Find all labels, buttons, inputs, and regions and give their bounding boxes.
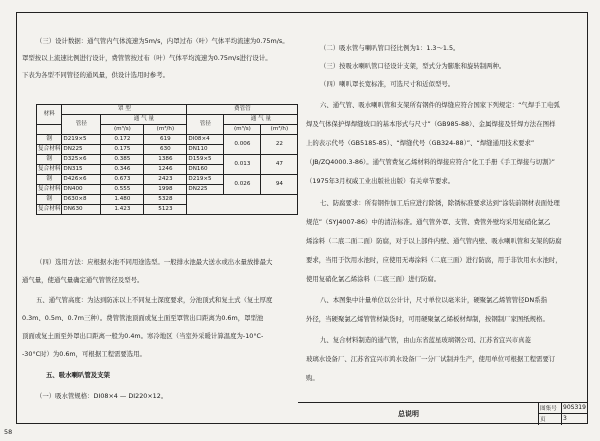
design-data-line-1: （三）设计数据：通气管内气体流速为5m/s，内罩过布（叶）气体平均流速为0.75m/s。 (36, 37, 289, 45)
right-line-14: 八、本图集中计量单位以公计计，尺寸单位以毫米计，硬聚氯乙烯管管径DN系指 (320, 296, 547, 304)
right-line-17: 玻璃水设备厂、江苏省宜兴市鸿水设备厂一分厂试制并生产，使用单位可根据工程需要订 (306, 355, 556, 363)
table-row: 复合材料 DN630 1.423 5123 (37, 205, 298, 215)
table-row: 复合材料 DN400 0.555 1998 DN225 (37, 185, 298, 195)
drawing-title: 总说明 (398, 410, 419, 418)
right-line-8: （1975年3月权威工业出版社出版）有关章节要求。 (306, 177, 455, 185)
th-vent: 通 气 量 (101, 115, 187, 125)
right-line-16: 九、复合材料制造的通气管，由山东省蓝星玻璃钢公司、江苏省宜兴市真菱 (320, 336, 531, 344)
right-line-9: 七、防腐要求：所有钢件加工后应进行除锈，除锈标准要求达到“涂装前钢材表面处理 (320, 199, 560, 207)
vent-height-1: 五、通气管高度：为达到防冻以上不同复土深度要求，分池顶式和复土式（复土厚度 (36, 296, 273, 304)
right-line-5: 焊及气体保护焊焊缝坡口的基本形式与尺寸”（GB985-88）、金属焊接及钎焊方法在图样 (306, 120, 556, 128)
section-5-heading: 五、吸水喇叭管及支架 (46, 371, 110, 379)
right-line-4: 六、通气管、吸水喇叭管和支架所有钢件的焊缝应符合国家下列规定：“气焊手工电弧 (320, 101, 560, 109)
atlas-number: 90S319 (563, 404, 586, 411)
page-label: 页 (540, 417, 546, 423)
selection-method-2: 通气量，使通气量确定通气管管径及型号。 (22, 276, 144, 284)
vent-height-4: -30°C时）为0.6m，可根据工程需要选用。 (22, 350, 146, 358)
table-row: 钢 D219×5 0.172 619 DI08×4 0.006 22 (37, 135, 298, 145)
th-pipe-m3h: (m³/h) (261, 125, 298, 135)
vent-height-3: 顶面或复土面至外罩出口距离一般为0.4m。寒冷地区（当室外采暖计算温度为-10°C- (22, 332, 264, 340)
th-m3s: (m³/s) (101, 125, 144, 135)
th-m3h: (m³/h) (144, 125, 187, 135)
table-row: 复合材料 DN315 0.346 1246 DN160 (37, 165, 298, 175)
suction-pipe-spec: （一）吸水管规格：DI08×4 — DI220×12。 (36, 392, 168, 400)
right-line-15: 外径，当硬聚氯乙烯管管材缺货时，可用硬聚氯乙烯板材焊制，按钢制厂家图纸规格。 (306, 315, 549, 323)
table-row: 钢 D630×8 1.480 5328 (37, 195, 298, 205)
design-data-line-3: 下表为各型不同管径的通风量，供设计选用时参考。 (22, 71, 169, 79)
design-data-line-2: 罩型按以上流速比例进行设计，费管管按过布（叶）气体平均流速为0.75m/s进行设计。 (22, 54, 272, 62)
page-number-in-block: 3 (563, 415, 567, 422)
th-pipe-vent: 通 气 量 (224, 115, 298, 125)
right-line-12: 要求，当用于饮用水池时，应使用无毒涂料（二底三面）进行防腐，用于非饮用水水池时， (306, 256, 562, 264)
atlas-label: 图集号 (540, 406, 557, 412)
table-row: 钢 D426×6 0.673 2423 D219×5 0.026 94 (37, 175, 298, 185)
th-gauge: 管径 (62, 115, 101, 135)
table-row: 钢 D325×6 0.385 1386 D159×5 0.013 47 (37, 155, 298, 165)
page-number: 58 (4, 428, 13, 436)
atlas-number-cell (538, 403, 588, 414)
right-line-10: 规范”（SYJ4007-86）中的清洁标准。通气管外罩、支管、费管外壁均采用复硝化氯乙 (306, 218, 551, 226)
th-pipe-gauge: 管径 (187, 115, 224, 135)
right-line-2: （三）按吸水喇叭管口径设计支架，型式分为膨胀和旋转制两种。 (320, 62, 506, 70)
th-pipe: 费管管 (187, 105, 298, 115)
selection-method-1: （四）选用方法：应根据水池不同用途选型。一般排水池最大送水或出水量放排最大 (36, 258, 273, 266)
right-line-3: （四）喇叭罩长宽标准，可选尺寸和近似型号。 (320, 80, 455, 88)
ventilation-table (36, 104, 298, 215)
table-row: 复合材料 DN225 0.175 630 DN110 (37, 145, 298, 155)
page-cell (538, 414, 588, 425)
th-pipe-m3s: (m³/s) (224, 125, 261, 135)
right-line-7: （JB/ZQ4000.3-86）。通气管费复乙烯材料的焊接应符合“化工手册《手工焊接与切割》” (306, 158, 555, 166)
th-mat-blank (37, 125, 62, 135)
th-hood: 罩 型 (62, 105, 187, 115)
right-line-18: 购。 (306, 374, 319, 382)
vent-height-2: 0.3m、0.5m、0.7m三种）。费管管池顶面或复土面至罩管出口距离为0.6m，罩型池 (22, 314, 264, 322)
right-line-6: 上的表示代号（GB5185-85）、“焊缝代号（GB324-88）”、“焊缝通用技术要求” (306, 139, 535, 147)
th-material: 材料 (37, 105, 62, 125)
right-line-11: 烯涂料（二底二面二面）防腐，对于以上部件内壁、通气管内壁、吸水喇叭管和支架的防腐 (306, 237, 562, 245)
right-line-13: 使用复硝化氯乙烯涂料（二底三面）进行防腐。 (306, 275, 441, 283)
title-block (298, 402, 588, 424)
right-line-1: （二）吸水管与喇叭管口径比例为1：1.3～1.5。 (320, 44, 460, 52)
